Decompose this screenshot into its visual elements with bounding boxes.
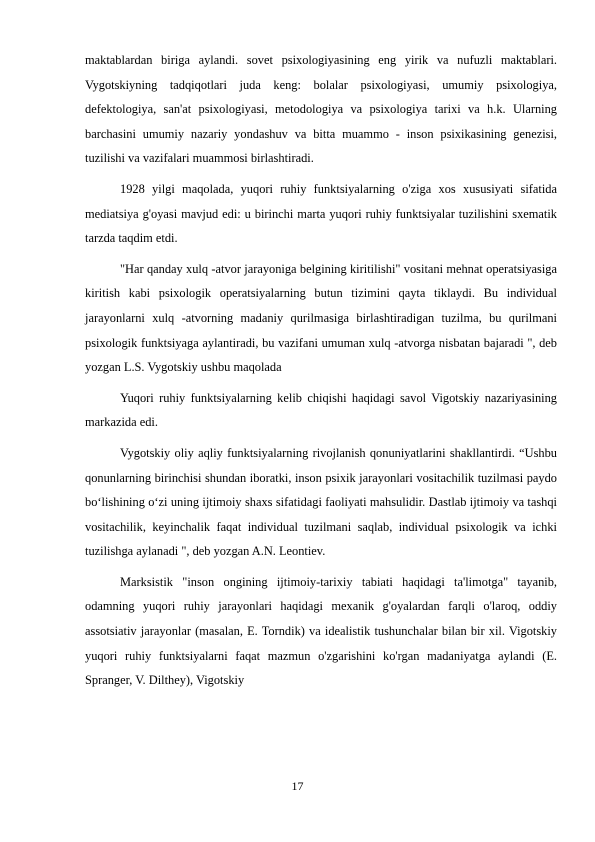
paragraph-6: Marksistik "inson ongining ijtimoiy-tarixiy tabiati haqidagi ta'limotga" tayanib, odamning yuqori ruhiy jarayonlari haqidagi mexanik g'oyalardan farqli o'laroq, oddiy assotsiativ jarayonlar (masalan, E. Torndik) va idealistik tushunchalar bilan bir xil. Vigotskiy yuqori ruhiy funktsiyalarni faqat mazmun o'zgarishini ko'rgan madaniyatga aylandi (E. Spranger, V. Dilthey), Vigotskiy: [85, 574, 557, 688]
document-page: [85, 48, 557, 699]
paragraph-3: "Har qanday xulq -atvor jarayoniga belgining kiritilishi" vositani mehnat operatsiyasiga kiritish kabi psixologik operatsiyalarning butun tizimini qayta tiklaydi. Bu individual jarayonlarni xulq -atvorning madaniy qurilmasiga birlashtiradigan tuzilma, bu qurilmani psixologik funktsiyaga aylantiradi, bu vazifani umuman xulq -atvorga nisbatan bajaradi ", deb yozgan L.S. Vygotskiy ushbu maqolada: [85, 261, 557, 375]
page-number: 17: [291, 779, 304, 793]
paragraph-2: 1928 yilgi maqolada, yuqori ruhiy funktsiyalarning o'ziga xos xususiyati sifatida mediatsiya g'oyasi mavjud edi: u birinchi marta yuqori ruhiy funktsiyalar tuzilishini sxematik tarzda taqdim etdi.: [85, 181, 557, 246]
paragraph-5: Vygotskiy oliy aqliy funktsiyalarning rivojlanish qonuniyatlarini shakllantirdi. “Ushbu qonunlarning birinchisi shundan iboratki, inson psixik jarayonlari vositachilik tuzilmasi paydo bo‘lishining o‘zi uning ijtimoiy shaxs sifatidagi faoliyati mahsulidir. Dastlab ijtimoiy va tashqi vositachilik, keyinchalik faqat individual tuzilmani saqlab, individual psixologik va ichki tuzilishga aylanadi ", deb yozgan A.N. Leontiev.: [85, 445, 557, 559]
paragraph-4: Yuqori ruhiy funktsiyalarning kelib chiqishi haqidagi savol Vigotskiy nazariyasining markazida edi.: [85, 390, 557, 430]
paragraph-1: maktablardan biriga aylandi. sovet psixologiyasining eng yirik va nufuzli maktablari. Vygotskiyning tadqiqotlari juda keng: bolalar psixologiyasi, umumiy psixologiya, defektologiya, san'at psixologiyasi, metodologiya va psixologiya tarixi va h.k. Ularning barchasini umumiy nazariy yondashuv va bitta muammo - inson psixikasining genezisi, tuzilishi va vazifalari muammosi birlashtiradi.: [85, 53, 557, 166]
